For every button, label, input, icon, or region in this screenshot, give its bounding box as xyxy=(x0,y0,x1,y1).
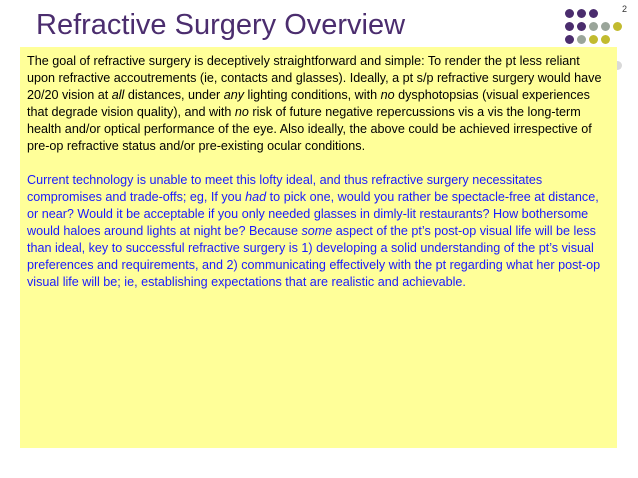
tradeoffs-paragraph xyxy=(27,172,607,291)
text-run: dysphotopsias (visual experiences that degrade vision quality), and with xyxy=(27,88,590,119)
dot xyxy=(577,9,586,18)
dot xyxy=(577,22,586,31)
dot xyxy=(601,35,610,44)
text-run: aspect of the pt’s post-op visual life will be less than ideal, key to successful refractive surgery is 1) developing a solid understanding of the pt’s visual preferences and requirements, and 2) communicating effectively with the pt regarding what her post-op visual life will be; ie, establishing expectations that are realistic and achievable. xyxy=(27,224,601,289)
emphasis-no: no xyxy=(234,105,249,119)
page-number: 2 xyxy=(622,4,628,14)
dot xyxy=(565,9,574,18)
dot xyxy=(565,22,574,31)
dot xyxy=(589,9,598,18)
goal-paragraph xyxy=(27,53,607,155)
text-run: The goal of refractive surgery is deceptively straightforward and simple: To render the pt less reliant upon refractive accoutrements (ie, contacts and glasses). Ideally, a pt s/p refractive surgery would have 20/20 vision at xyxy=(27,54,602,102)
dot xyxy=(565,35,574,44)
emphasis-some: some xyxy=(301,224,333,238)
emphasis-any: any xyxy=(223,88,245,102)
emphasis-had: had xyxy=(245,190,267,204)
emphasis-all: all xyxy=(111,88,125,102)
slide-title: Refractive Surgery Overview xyxy=(36,9,406,41)
text-run: lighting conditions, with xyxy=(244,88,381,102)
dot xyxy=(589,35,598,44)
dot xyxy=(577,35,586,44)
text-run: to pick one, would you rather be spectacle-free at distance, or near? Would it be acceptable if you only needed glasses in dimly-lit restaurants? How bothersome would haloes around lights at night be? Because xyxy=(27,190,599,238)
content-box xyxy=(20,47,617,448)
text-run: risk of future negative repercussions vis a vis the long-term health and/or optical performance of the eye. Also ideally, the above could be achieved irrespective of pre-op refractive status and/or pre-existing ocular conditions. xyxy=(27,105,592,153)
text-run: distances, under xyxy=(124,88,224,102)
dot xyxy=(589,22,598,31)
dot xyxy=(601,22,610,31)
text-run: Current technology is unable to meet this lofty ideal, and thus refractive surgery necessitates compromises and trade-offs; eg, If you xyxy=(27,173,543,204)
emphasis-no: no xyxy=(380,88,395,102)
dot xyxy=(613,22,622,31)
